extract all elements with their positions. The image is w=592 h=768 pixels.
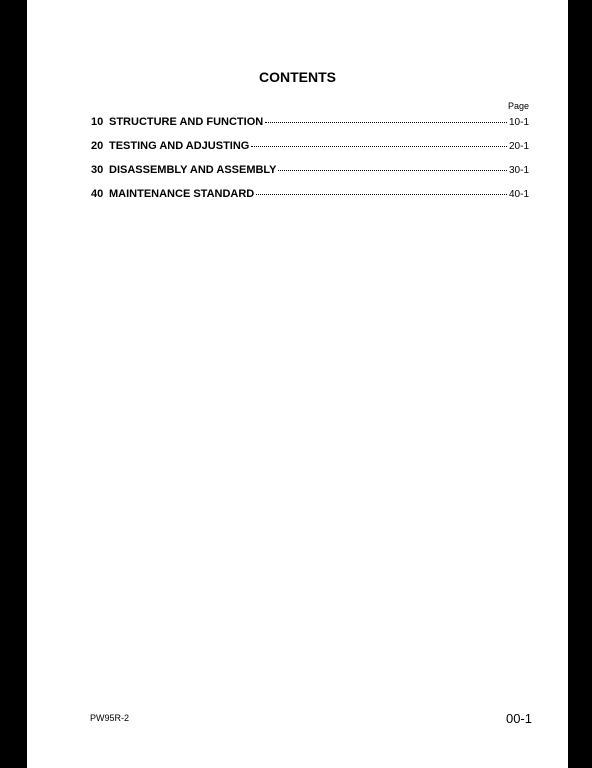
footer-page-number: 00-1 [505, 711, 532, 726]
toc-entry-number: 40 [91, 188, 104, 200]
toc-entry-page: 10-1 [508, 117, 529, 128]
dot-leader [251, 145, 507, 147]
toc-entry-structure-and-function[interactable] [91, 116, 529, 140]
footer-model-code: PW95R-2 [90, 713, 130, 723]
toc-entry-number: 30 [91, 164, 104, 176]
toc-entry-page: 20-1 [508, 141, 529, 152]
toc-entry-maintenance-standard[interactable] [91, 188, 529, 212]
toc-entry-testing-and-adjusting[interactable] [91, 140, 529, 164]
toc-entry-title: DISASSEMBLY AND ASSEMBLY [109, 164, 277, 176]
table-of-contents [91, 116, 529, 212]
toc-entry-title: TESTING AND ADJUSTING [109, 140, 250, 152]
toc-entry-number: 10 [91, 116, 104, 128]
dot-leader [256, 193, 507, 195]
toc-entry-page: 40-1 [508, 189, 529, 200]
page-column-label: Page [507, 101, 529, 111]
document-page [27, 0, 568, 768]
dot-leader [278, 169, 507, 171]
toc-entry-number: 20 [91, 140, 104, 152]
toc-entry-disassembly-and-assembly[interactable] [91, 164, 529, 188]
dot-leader [265, 121, 507, 123]
toc-entry-title: MAINTENANCE STANDARD [109, 188, 255, 200]
page-title: CONTENTS [259, 69, 336, 85]
toc-entry-page: 30-1 [508, 165, 529, 176]
toc-entry-title: STRUCTURE AND FUNCTION [109, 116, 264, 128]
